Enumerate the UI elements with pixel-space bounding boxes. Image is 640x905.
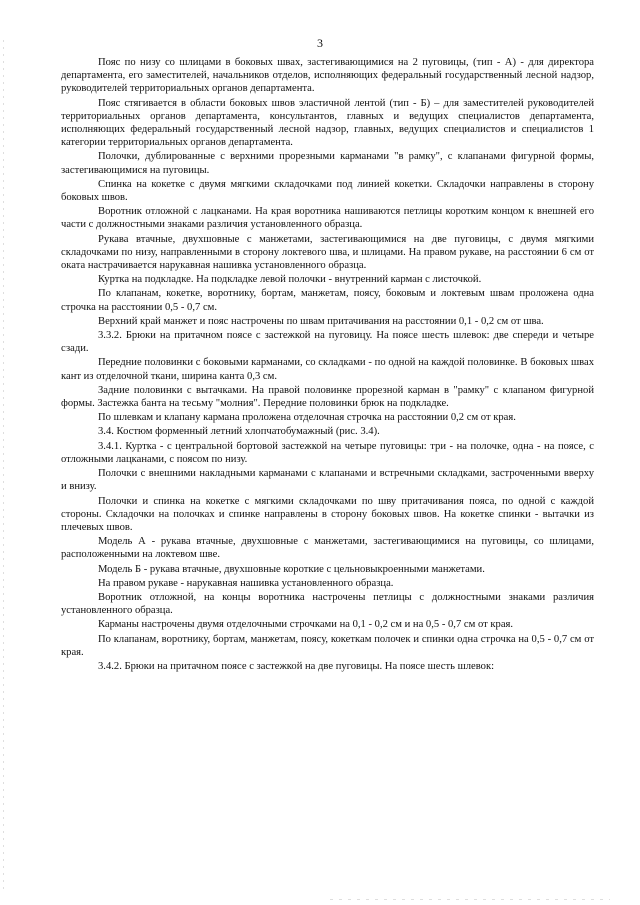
paragraph: 3.3.2. Брюки на притачном поясе с застежкой на пуговицу. На поясе шесть шлевок: две спереди и четыре сзади. [61,330,594,355]
paragraph: Задние половинки с вытачками. На правой половинке прорезной карман в "рамку" с клапаном фигурной формы. Застежка банта на тесьму "молния". Передние половинки брюк на подкладке. [61,384,594,410]
section-heading: 3.4. Костюм форменный летний хлопчатобумажный (рис. 3.4). [98,426,380,438]
paragraph: Куртка на подкладке. На подкладке левой полочки - внутренний карман с листочкой. [98,274,482,286]
page-number: 3 [317,36,323,50]
paragraph: Рукава втачные, двухшовные с манжетами, застегивающимися на две пуговицы, с двумя мягкими складочками по низу, направленными в сторону локтевого шва, и шлицами. На правом рукаве, на расстоянии 6 см от оката настрачивается нарукавная нашивка установленного образца. [61,233,594,272]
paragraph: На правом рукаве - нарукавная нашивка установленного образца. [98,577,394,589]
paragraph: Пояс по низу со шлицами в боковых швах, застегивающимися на 2 пуговицы, (тип - А) - для директора департамента, его заместителей, начальников отделов, исполняющих федеральный государственный лесной надзор, руководителей территориальных органов департамента. [61,57,594,95]
paragraph: 3.4.1. Куртка - с центральной бортовой застежкой на четыре пуговицы: три - на полочке, одна - на поясе, с отложными лацканами, с поясом по низу. [61,440,594,465]
scan-edge-artifact [3,40,4,890]
paragraph: Верхний край манжет и пояс настрочены по швам притачивания на расстоянии 0,1 - 0,2 см от шва. [98,315,544,327]
paragraph: По клапанам, кокетке, воротнику, бортам, манжетам, поясу, боковым и локтевым швам проложена одна строчка на расстоянии 0,5 - 0,7 см. [61,288,594,313]
paragraph: Полочки с внешними накладными карманами с клапанами и встречными складками, застроченными вверху и внизу. [61,468,594,493]
paragraph: Спинка на кокетке с двумя мягкими складочками под линией кокетки. Складочки направлены в сторону боковых швов. [61,178,594,204]
paragraph: Воротник отложной с лацканами. На края воротника нашиваются петлицы коротким концом к внешней его части с должностными знаками различия установленного образца. [61,206,594,231]
paragraph: По клапанам, воротнику, бортам, манжетам, поясу, кокеткам полочек и спинки одна строчка на 0,5 - 0,7 см от края. [61,633,594,658]
paragraph: По шлевкам и клапану кармана проложена отделочная строчка на расстоянии 0,2 см от края. [98,412,516,424]
paragraph: 3.4.2. Брюки на притачном поясе с застежкой на две пуговицы. На поясе шесть шлевок: [98,660,495,672]
paragraph: Воротник отложной, на концы воротника настрочены петлицы с должностными знаками различия установленного образца. [61,591,594,617]
paragraph: Модель Б - рукава втачные, двухшовные короткие с цельновыкроенными манжетами. [98,563,485,575]
paragraph: Полочки и спинка на кокетке с мягкими складочками по шву притачивания пояса, по одной с каждой стороны. Складочки на полочках и спинке направлены в сторону боковых швов. На кокетке спинки - вытачки из плечевых швов. [61,495,594,533]
paragraph: Пояс стягивается в области боковых швов эластичной лентой (тип - Б) – для заместителей руководителей территориальных органов департамента, консультантов, главных и ведущих специалистов департамента, исполняющих федеральный государственный лесной надзор, главных, ведущих специалистов и специалистов 1 категории территориальных органов департамента. [61,97,594,149]
paragraph: Полочки, дублированные с верхними прорезными карманами "в рамку", с клапанами фигурной формы, застегивающимися на пуговицы. [61,151,594,176]
paragraph: Модель А - рукава втачные, двухшовные с манжетами, застегивающимися на пуговицы, со шлицами, расположенными на локтевом шве. [61,536,594,561]
paragraph: Карманы настрочены двумя отделочными строчками на 0,1 - 0,2 см и на 0,5 - 0,7 см от края. [98,619,514,631]
scan-bottom-artifact [330,899,610,900]
paragraph: Передние половинки с боковыми карманами, со складками - по одной на каждой половинке. В боковых швах кант из отделочной ткани, ширина канта 0,3 см. [61,357,594,382]
document-body [61,56,594,674]
